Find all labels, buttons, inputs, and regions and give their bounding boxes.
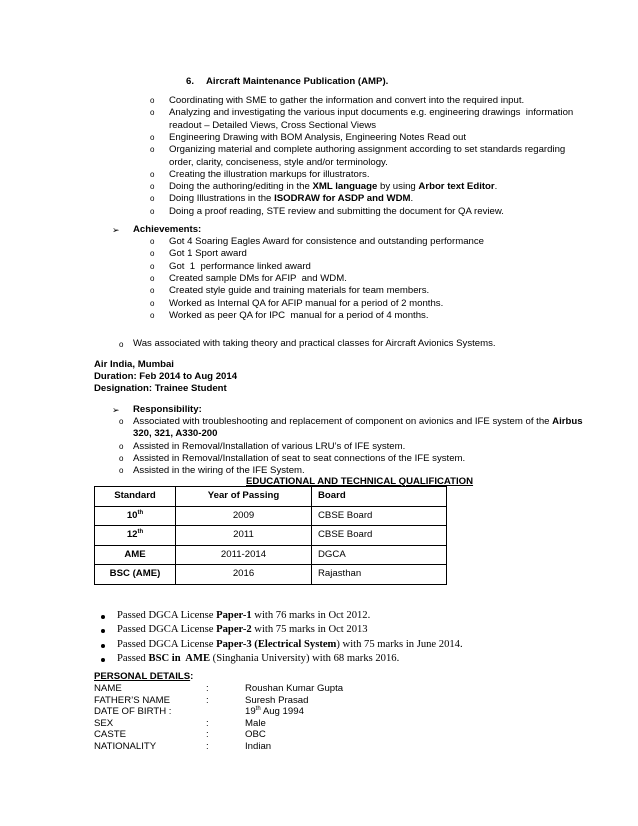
amp-heading: Aircraft Maintenance Publication (AMP). [206, 76, 389, 87]
bullet-icon: o [119, 417, 124, 426]
detail-separator: : [206, 717, 209, 729]
text-run: Assisted in Removal/Installation of seat to seat connections of the IFE system. [133, 452, 466, 464]
detail-label: SEX [94, 717, 114, 729]
list-item-text [133, 453, 465, 465]
row-year: 2011-2014 [176, 545, 312, 565]
header-board: Board [312, 487, 447, 507]
bullet-dot-icon [101, 629, 105, 633]
education-title: EDUCATIONAL AND TECHNICAL QUALIFICATION [246, 476, 474, 487]
amp-heading-number: 6. [186, 76, 195, 87]
text-run: ISODRAW for ASDP and WDM [274, 193, 411, 205]
list-item-text [169, 157, 388, 169]
text-run: . [494, 181, 498, 193]
bullet-icon: o [150, 298, 155, 308]
bullet-icon: o [150, 273, 155, 283]
text-run: Passed DGCA License [117, 638, 217, 650]
responsibility-arrow-icon: ➢ [112, 405, 120, 415]
text-run: Organizing material and complete authoring assignment according to set standards regarding [169, 144, 566, 156]
list-item-text [117, 653, 399, 665]
detail-value: 19th Aug 1994 [245, 706, 304, 718]
list-item-text [169, 193, 413, 205]
text-run: Paper-2 [216, 624, 252, 636]
row-year: 2011 [176, 526, 312, 546]
text-run: Passed DGCA License [117, 624, 217, 636]
detail-separator: : [206, 694, 209, 706]
detail-value: Suresh Prasad [245, 694, 309, 706]
text-run: with 76 marks in Oct 2012. [251, 610, 371, 621]
detail-separator: : [206, 741, 209, 752]
row-standard: 10th [95, 506, 176, 526]
row-year: 2016 [176, 565, 312, 585]
detail-label: FATHER’S NAME [94, 694, 171, 706]
personal-heading-colon: : [190, 671, 194, 682]
row-board: CBSE Board [312, 526, 447, 546]
bullet-icon: o [119, 453, 124, 463]
bullet-icon: o [150, 108, 155, 118]
text-run: Coordinating with SME to gather the information and convert into the required input. [169, 95, 525, 106]
text-run: Paper-3 (Electrical System [216, 638, 337, 650]
list-item-text [117, 624, 368, 636]
personal-heading-line [94, 671, 193, 683]
bullet-icon: o [150, 169, 155, 179]
detail-value: Indian [245, 741, 272, 752]
achievements-heading: Achievements: [133, 224, 202, 235]
detail-label: NATIONALITY [94, 741, 157, 752]
bullet-icon: o [150, 310, 155, 320]
text-run: Paper-1 [216, 610, 252, 621]
text-run: ) with 75 marks in June 2014. [336, 638, 463, 650]
list-item-text: Got 1 performance linked award [169, 260, 311, 272]
text-run: Engineering Drawing with BOM Analysis, Engineering Notes Read out [169, 131, 467, 143]
text-run: . [410, 193, 414, 205]
text-run: Associated with troubleshooting and replacement of component on avionics and IFE system of the [133, 416, 553, 427]
text-run: Doing a proof reading, STE review and submitting the document for QA review. [169, 205, 504, 217]
bullet-dot-icon [101, 658, 105, 662]
company-designation: Designation: Trainee Student [94, 383, 227, 394]
text-run: XML language [312, 181, 378, 193]
text-run: Passed DGCA License [117, 610, 217, 621]
row-standard: AME [95, 545, 176, 565]
header-standard: Standard [95, 487, 176, 507]
text-run: Passed [117, 653, 149, 665]
text-run: Doing Illustrations in the [169, 193, 275, 205]
bullet-icon: o [119, 466, 124, 476]
header-year: Year of Passing [176, 487, 312, 507]
list-item-text [169, 144, 565, 156]
row-board: Rajasthan [312, 565, 447, 585]
table-row [95, 545, 447, 565]
text-run: Analyzing and investigating the various input documents e.g. engineering drawings information [169, 107, 574, 119]
detail-separator: : [206, 729, 209, 741]
text-run: (Singhania University) with 68 marks 2016. [210, 653, 400, 665]
text-run: Assisted in the wiring of the IFE System. [133, 465, 305, 477]
bullet-icon: o [150, 286, 155, 296]
company-name: Air India, Mumbai [94, 359, 174, 370]
text-run: Assisted in Removal/Installation of various LRU’s of IFE system. [133, 440, 406, 452]
personal-heading: PERSONAL DETAILS [94, 671, 191, 682]
table-row [95, 506, 447, 526]
list-item-text [169, 95, 524, 107]
list-item-text: Got 4 Soaring Eagles Award for consistence and outstanding performance [169, 236, 485, 247]
bullet-icon: o [150, 261, 155, 271]
text-run: order, clarity, conciseness, style and/or terminology. [169, 156, 388, 168]
list-item-text: Got 1 Sport award [169, 248, 247, 260]
row-standard: 12th [95, 526, 176, 546]
bullet-icon: o [119, 441, 124, 451]
list-item-text [117, 610, 370, 622]
text-run: Arbor text Editor [418, 181, 495, 193]
bullet-icon: o [150, 96, 155, 105]
list-item-text [169, 181, 497, 193]
list-item-text: Created style guide and training materials for team members. [169, 285, 430, 297]
education-header-row [95, 487, 447, 507]
bullet-icon: o [150, 182, 155, 192]
text-run: BSC in AME [148, 653, 211, 665]
detail-separator: : [206, 683, 209, 694]
text-run: Airbus [552, 416, 583, 427]
text-run: Creating the illustration markups for illustrators. [169, 168, 370, 180]
detail-label: CASTE [94, 729, 126, 741]
list-item-text: Worked as Internal QA for AFIP manual for a period of 2 months. [169, 297, 444, 309]
bullet-icon: o [150, 237, 155, 246]
list-item-text [133, 416, 583, 428]
table-row [95, 565, 447, 585]
bullet-icon: o [150, 206, 155, 216]
bullet-dot-icon [101, 644, 105, 648]
bullet-dot-icon [101, 615, 105, 619]
list-item-text [133, 441, 405, 453]
bullet-icon: o [150, 145, 155, 155]
text-run: by using [377, 181, 419, 193]
list-item-text [169, 107, 573, 119]
detail-value: OBC [245, 729, 266, 741]
achievements-arrow-icon: ➢ [112, 225, 120, 235]
list-item-text: Worked as peer QA for IPC manual for a period of 4 months. [169, 309, 429, 321]
list-item-text [117, 639, 463, 651]
detail-value: Roushan Kumar Gupta [245, 683, 344, 694]
row-year: 2009 [176, 506, 312, 526]
row-standard: BSC (AME) [95, 565, 176, 585]
education-table [94, 486, 447, 585]
row-board: DGCA [312, 545, 447, 565]
row-board: CBSE Board [312, 506, 447, 526]
bullet-icon: o [150, 249, 155, 259]
bullet-icon: o [150, 194, 155, 204]
avionics-bullet-icon: o [119, 340, 124, 349]
list-item-text: Created sample DMs for AFIP and WDM. [169, 272, 347, 284]
detail-label: NAME [94, 683, 122, 694]
detail-value: Male [245, 717, 266, 729]
company-duration: Duration: Feb 2014 to Aug 2014 [94, 371, 238, 382]
list-item-text [169, 132, 466, 144]
bullet-icon: o [150, 132, 155, 142]
detail-label: DATE OF BIRTH : [94, 706, 172, 718]
list-item-text [169, 120, 376, 132]
text-run: readout – Detailed Views, Cross Sectional Views [169, 119, 377, 131]
table-row [95, 526, 447, 546]
responsibility-heading: Responsibility: [133, 404, 202, 415]
avionics-note: Was associated with taking theory and practical classes for Aircraft Avionics Systems. [133, 338, 496, 349]
text-run: with 75 marks in Oct 2013 [251, 624, 368, 636]
list-item-text [169, 206, 504, 218]
text-run: Doing the authoring/editing in the [169, 181, 313, 193]
text-run: 320, 321, A330-200 [133, 428, 218, 440]
list-item-text [133, 428, 217, 440]
list-item-text [169, 169, 369, 181]
